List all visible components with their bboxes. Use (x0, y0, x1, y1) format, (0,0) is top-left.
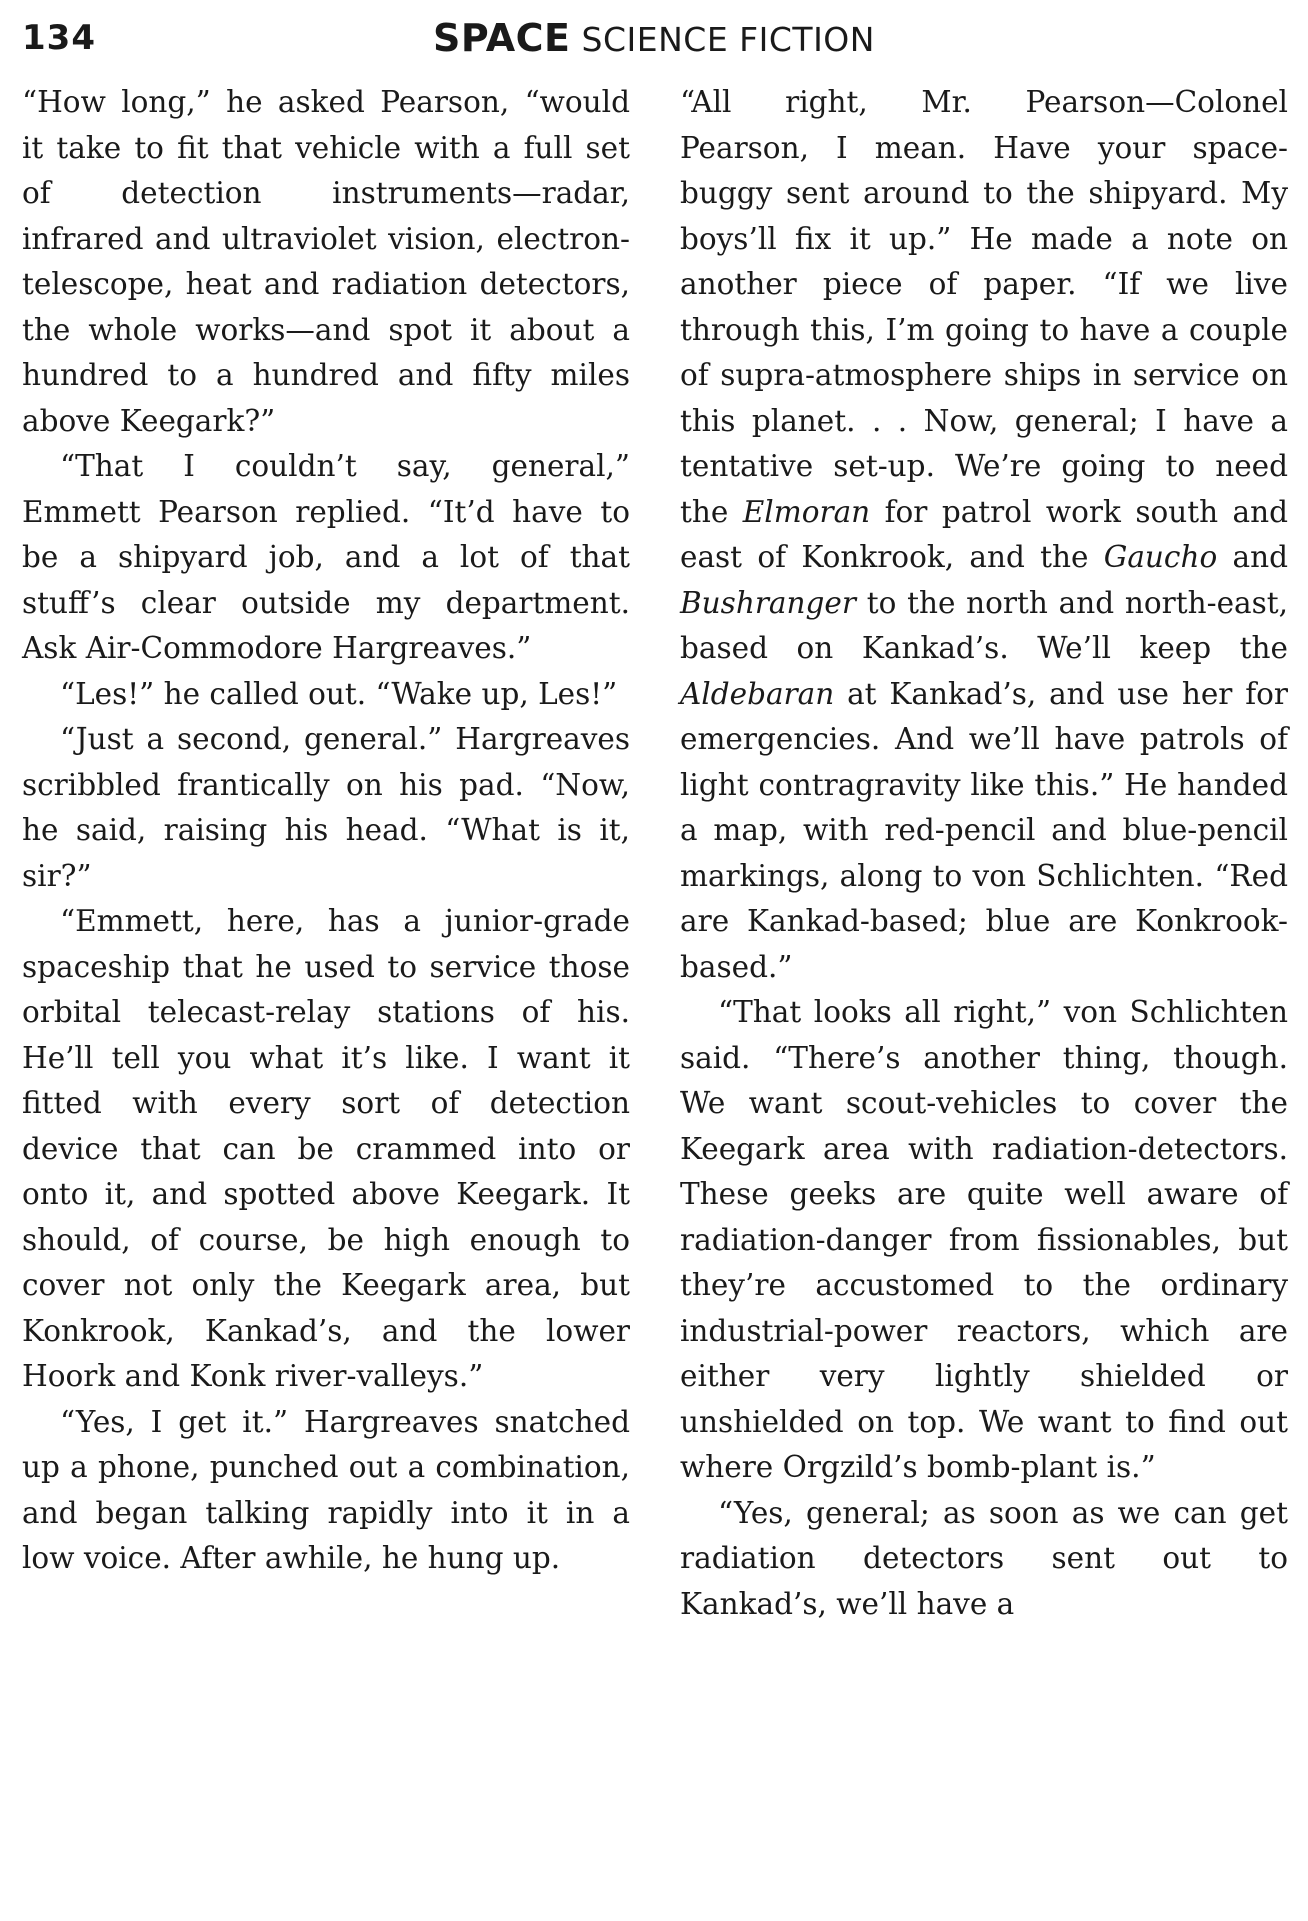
right-paragraph-1-part-c: and (1217, 540, 1288, 574)
left-paragraph-6: “Yes, I get it.” Hargreaves snatched up a phone, punched out a combination, and began talking rapidly into it in a low voice. After awhile, he hung up. (22, 1404, 630, 1575)
ship-name-aldebaran: Aldebaran (680, 676, 835, 711)
running-title (22, 16, 1286, 60)
right-paragraph-1-part-e: at Kankad’s, and use her for emergencies. And we’ll have patrols of light contragravity like this.” He handed a map, with red-pencil and blue-pencil markings, along to von Schlichten. “Red are Kankad-based; blue are Konkrook-based.” (680, 676, 1288, 984)
left-paragraph-3: “Les!” he called out. “Wake up, Les!” (60, 676, 618, 711)
running-title-bold: SPACE (433, 16, 571, 60)
left-column (22, 80, 630, 1582)
left-paragraph-5: “Emmett, here, has a junior-grade spaceship that he used to service those orbital telecast-relay stations of his. He’ll tell you what it’s like. I want it fitted with every sort of detection device that can be crammed into or onto it, and spotted above Keegark. It should, of course, be high enough to cover not only the Keegark area, but Konkrook, Kankad’s, and the lower Hoork and Konk river-valleys.” (22, 904, 630, 1393)
page-number: 134 (22, 18, 96, 58)
ship-name-elmoran: Elmoran (742, 494, 871, 529)
left-paragraph-1: “How long,” he asked Pearson, “would it take to fit that vehicle with a full set of detection instruments—radar, infrared and ultraviolet vision, electron-telescope, heat and radiation detectors, the whole works—and spot it about a hundred to a hundred and fifty miles above Keegark?” (22, 85, 630, 438)
left-paragraph-4: “Just a second, general.” Hargreaves scribbled frantically on his pad. “Now, he said, raising his head. “What is it, sir?” (22, 722, 630, 893)
running-title-rest: SCIENCE FICTION (570, 20, 875, 59)
right-paragraph-2: “That looks all right,” von Schlichten said. “There’s another thing, though. We want scout-vehicles to cover the Keegark area with radiation-detectors. These geeks are quite well aware of radiation-danger from fissionables, but they’re accustomed to the ordinary industrial-power reactors, which are either very lightly shielded or unshielded on top. We want to find out where Orgzild’s bomb-plant is.” (680, 995, 1288, 1484)
right-column (680, 80, 1288, 1627)
right-paragraph-3: “Yes, general; as soon as we can get radiation detectors sent out to Kankad’s, we’ll have a (680, 1495, 1288, 1621)
ship-name-gaucho: Gaucho (1103, 540, 1218, 574)
right-paragraph-1-part-b: for patrol work south and east of Konkrook, and the (680, 494, 1288, 574)
page-header (22, 14, 1286, 64)
right-paragraph-1-part-a: “All right, Mr. Pearson—Colonel Pearson, I mean. Have your space-buggy sent around to the shipyard. My boys’ll fix it up.” He made a note on another piece of paper. “If we live through this, I’m going to have a couple of supra-atmosphere ships in service on this planet. . . Now, general; I have a tentative set-up. We’re going to need the (680, 85, 1288, 529)
left-paragraph-2: “That I couldn’t say, general,” Emmett Pearson replied. “It’d have to be a shipyard job, and a lot of that stuff’s clear outside my department. Ask Air-Commodore Hargreaves.” (22, 449, 630, 665)
right-paragraph-1 (680, 80, 1288, 990)
ship-name-bushranger: Bushranger (680, 585, 856, 620)
right-paragraph-1-part-d: to the north and north-east, based on Kankad’s. We’ll keep the (680, 585, 1288, 665)
